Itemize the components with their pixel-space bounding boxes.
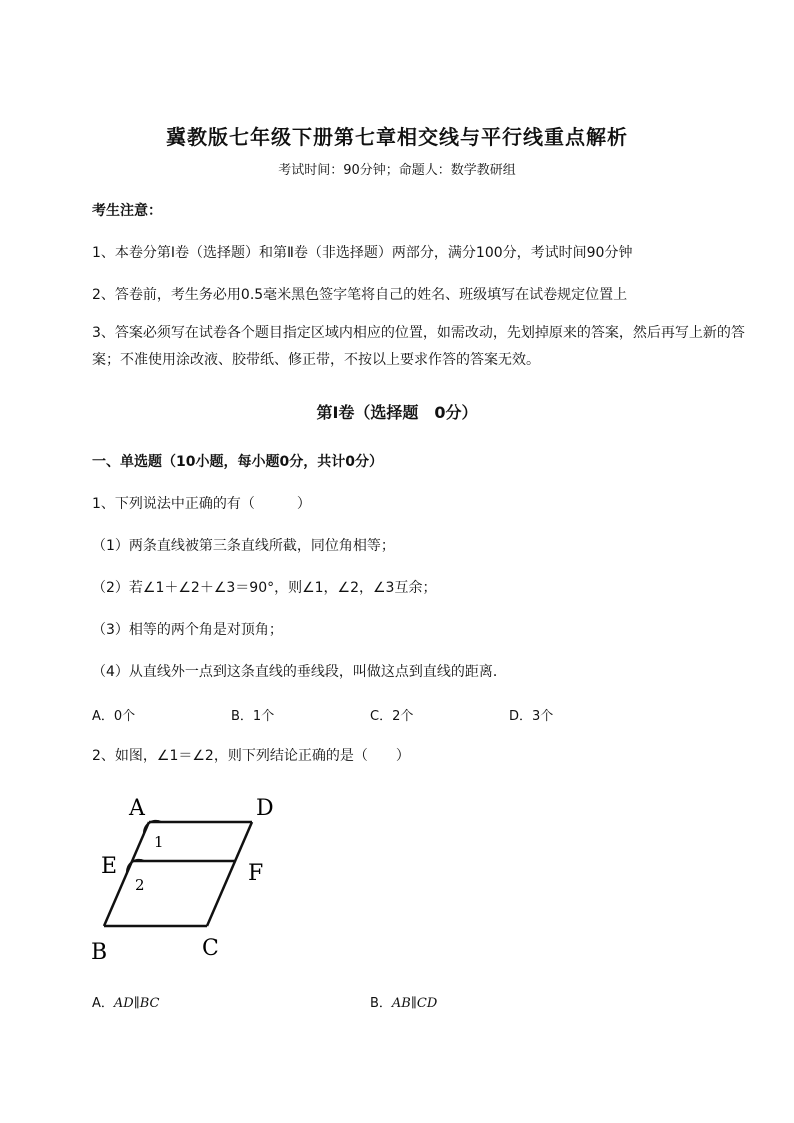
question-1-statement-4: （4）从直线外一点到这条直线的垂线段，叫做这点到直线的距离． <box>92 664 507 680</box>
question-1-option-d: D．3个 <box>509 709 554 724</box>
section-title: 第Ⅰ卷（选择题 0分） <box>316 403 478 422</box>
page-title: 冀教版七年级下册第七章相交线与平行线重点解析 <box>166 125 628 149</box>
question-1-statement-3: （3）相等的两个角是对顶角； <box>92 622 283 638</box>
question-1-stem: 1、下列说法中正确的有（ ） <box>92 496 311 512</box>
option-letter: A． <box>92 996 114 1011</box>
notice-item-1: 1、本卷分第Ⅰ卷（选择题）和第Ⅱ卷（非选择题）两部分，满分100分，考试时间90分钟 <box>92 245 633 261</box>
label-e: E <box>101 854 118 879</box>
label-a: A <box>129 796 145 821</box>
notice-item-3: 3、答案必须写在试卷各个题目指定区域内相应的位置，如需改动，先划掉原来的答案，然后再写上新的答案；不准使用涂改液、胶带纸、修正带，不按以上要求作答的答案无效。 <box>92 325 745 368</box>
question-1-option-b: B．1个 <box>231 709 275 724</box>
label-angle-2: 2 <box>135 876 145 894</box>
label-c: C <box>202 936 219 961</box>
segment-dc <box>207 822 252 926</box>
option-text: AB∥CD <box>391 996 438 1011</box>
notice-heading: 考生注意： <box>92 203 162 219</box>
question-1-option-a: A．0个 <box>92 709 136 724</box>
question-2-option-b <box>370 992 437 1011</box>
question-2-stem: 2、如图，∠1＝∠2，则下列结论正确的是（ ） <box>92 748 410 764</box>
question-1-option-c: C．2个 <box>370 709 414 724</box>
question-1-statement-1: （1）两条直线被第三条直线所截，同位角相等； <box>92 538 395 554</box>
option-letter: B． <box>370 996 392 1011</box>
label-angle-1: 1 <box>154 833 164 851</box>
option-text: AD∥BC <box>113 996 160 1011</box>
parallelogram-figure <box>85 785 295 970</box>
label-b: B <box>91 940 108 965</box>
question-1-statement-2: （2）若∠1＋∠2＋∠3＝90°，则∠1，∠2，∠3互余； <box>92 580 437 596</box>
exam-info: 考试时间：90分钟；命题人：数学教研组 <box>278 163 516 178</box>
part-title: 一、单选题（10小题，每小题0分，共计0分） <box>92 454 383 470</box>
question-2-option-a <box>92 992 159 1011</box>
label-f: F <box>248 861 264 886</box>
label-d: D <box>256 796 274 821</box>
notice-item-2: 2、答卷前，考生务必用0.5毫米黑色签字笔将自己的姓名、班级填写在试卷规定位置上 <box>92 287 628 303</box>
